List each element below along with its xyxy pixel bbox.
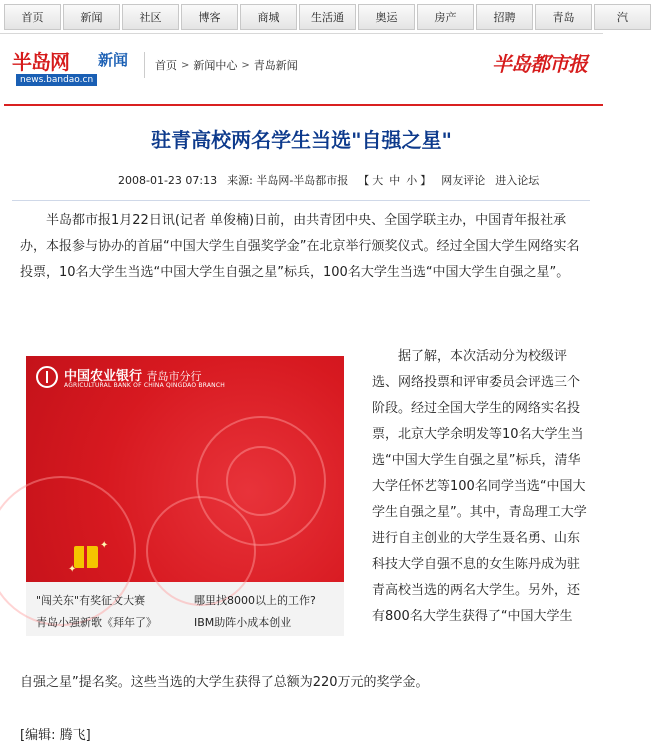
ad-link-essay-contest[interactable]: "闯关东"有奖征文大赛 — [36, 594, 146, 607]
top-nav-row — [4, 4, 653, 30]
bank-name-en: AGRICULTURAL BANK OF CHINA QINGDAO BRANCH — [64, 382, 225, 389]
bank-name-text: 中国农业银行 — [64, 369, 143, 384]
ad-banner[interactable] — [26, 356, 344, 582]
article-meta — [118, 172, 539, 188]
comment-link[interactable]: 网友评论 — [441, 174, 486, 187]
forum-link[interactable]: 进入论坛 — [495, 174, 540, 187]
newspaper-brand: 半岛都市报 — [492, 52, 587, 76]
nav-item-auto[interactable]: 汽 — [594, 4, 651, 30]
breadcrumb-news-center[interactable]: 新闻中心 — [193, 59, 238, 72]
nav-item-news[interactable]: 新闻 — [63, 4, 120, 30]
nav-item-jobs[interactable]: 招聘 — [476, 4, 533, 30]
font-size-bracket-open: 【 — [358, 174, 370, 187]
chevron-right-icon: > — [241, 59, 250, 71]
gift-icon — [74, 546, 98, 568]
article-datetime: 2008-01-23 07:13 — [118, 173, 218, 187]
nav-item-olympics[interactable]: 奥运 — [358, 4, 415, 30]
ad-link-new-song[interactable]: 青岛小强新歌《拜年了》 — [36, 616, 157, 629]
nav-item-home[interactable]: 首页 — [4, 4, 61, 30]
bank-branch-text: 青岛市分行 — [146, 370, 202, 383]
top-nav — [0, 0, 628, 34]
sparkle-icon: ✦ — [68, 564, 77, 575]
ad-link-jobs[interactable]: 哪里找8000以上的工作? — [194, 594, 316, 607]
site-header — [4, 38, 603, 106]
sparkle-icon: ✦ — [100, 540, 109, 551]
article-editor: [编辑: 腾飞] — [20, 728, 91, 743]
site-logo[interactable] — [12, 46, 138, 86]
nav-item-blog[interactable]: 博客 — [181, 4, 238, 30]
nav-item-community[interactable]: 社区 — [122, 4, 179, 30]
breadcrumb-qingdao-news[interactable]: 青岛新闻 — [253, 59, 298, 72]
article-paragraph-1: 半岛都市报1月22日讯(记者 单俊楠)日前，由共青团中央、全国学联主办，中国青年报社承办，本报参与协办的首届“中国大学生自强奖学金”在北京举行颁奖仪式。经过全国大学生网络实名投票，10名大学生当选“中国大学生自强之星”标兵，100名大学生当选“中国大学生自强之星”。 — [20, 213, 580, 280]
chevron-right-icon: > — [181, 59, 190, 71]
bank-ad[interactable] — [26, 356, 344, 636]
divider — [12, 200, 590, 201]
font-size-bracket-close: 】 — [420, 174, 432, 187]
font-size-medium[interactable]: 中 — [389, 174, 401, 187]
article-source: 来源: 半岛网-半岛都市报 — [227, 174, 349, 187]
logo-url: news.bandao.cn — [16, 74, 97, 86]
breadcrumb — [144, 52, 298, 78]
breadcrumb-home[interactable]: 首页 — [155, 59, 177, 72]
article-title: 驻青高校两名学生当选"自强之星" — [151, 128, 452, 152]
article-paragraph-3: 自强之星”提名奖。这些当选的大学生获得了总额为220万元的奖学金。 — [20, 675, 429, 690]
article-paragraph-2: 据了解，本次活动分为校级评选、网络投票和评审委员会评选三个阶段。经过全国大学生的网络实名投票，北京大学余明发等10名大学生当选“中国大学生自强之星”标兵，清华大学任怀艺等100名同学当选“中国大学生自强之星”。其中，青岛理工大学进行自主创业的大学生聂名勇、山东科技大学自强不息的女生陈丹成为驻青高校当选的两名大学生。另外，还有800名大学生获得了“中国大学生 — [372, 349, 587, 624]
ad-links — [26, 586, 344, 634]
bank-logo-icon — [36, 366, 58, 388]
nav-item-life[interactable]: 生活通 — [299, 4, 356, 30]
font-size-large[interactable]: 大 — [372, 174, 384, 187]
font-size-small[interactable]: 小 — [406, 174, 418, 187]
nav-item-realestate[interactable]: 房产 — [417, 4, 474, 30]
ad-link-ibm[interactable]: IBM助阵小成本创业 — [194, 616, 292, 629]
logo-news-text: 新闻 — [98, 51, 129, 69]
logo-text: 半岛网 — [12, 50, 69, 74]
nav-item-qingdao[interactable]: 青岛 — [535, 4, 592, 30]
nav-item-mall[interactable]: 商城 — [240, 4, 297, 30]
